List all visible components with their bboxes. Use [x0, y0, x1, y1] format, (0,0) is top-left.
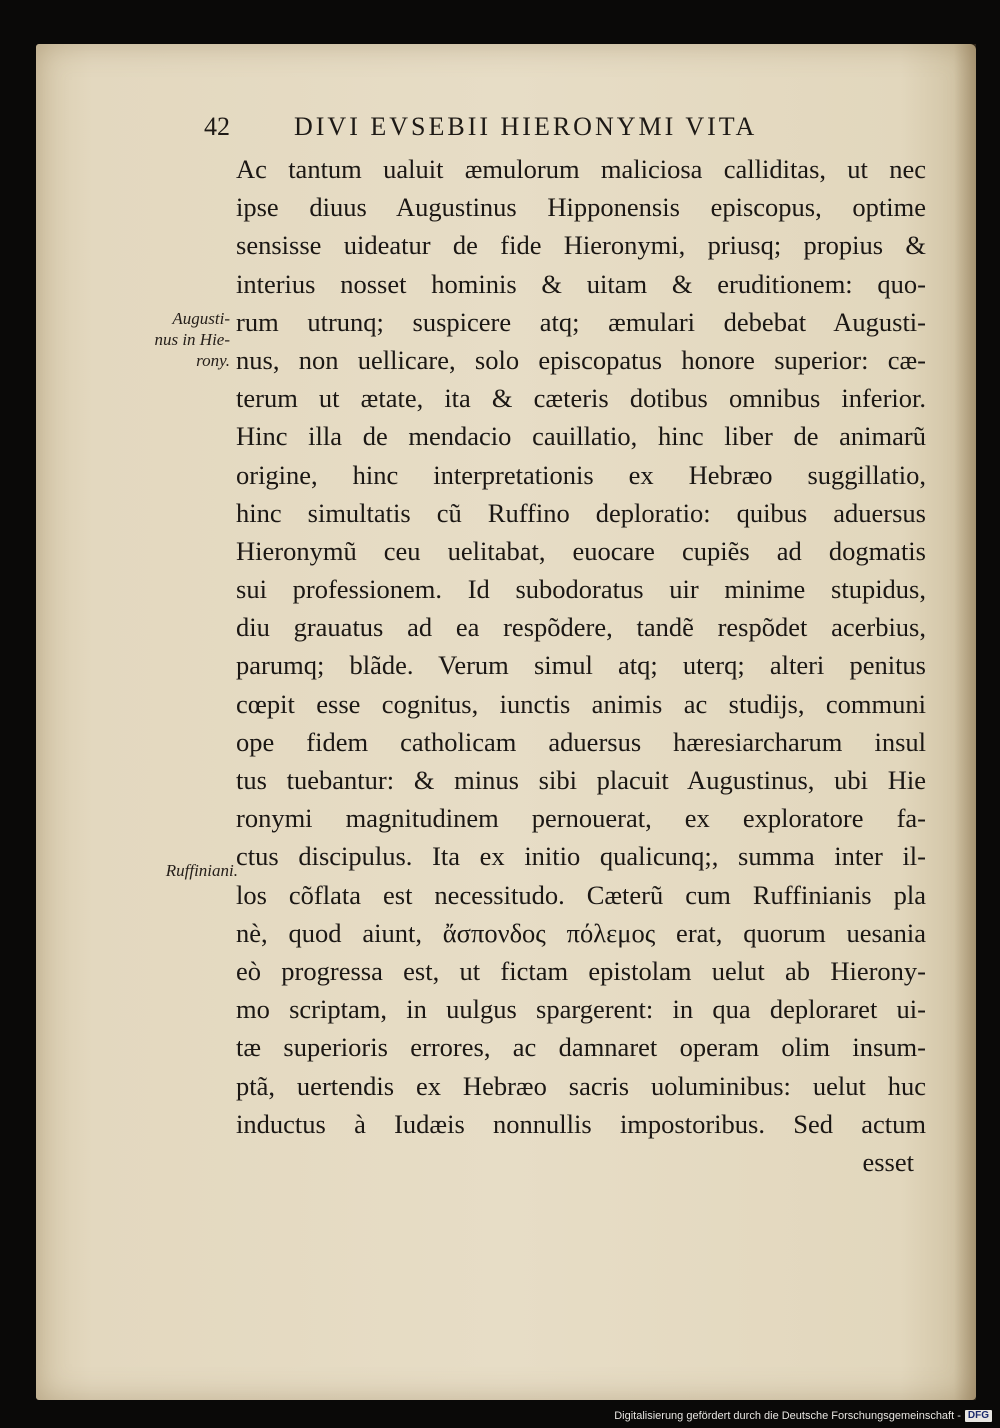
- text-line: cœpit esse cognitus, iunctis animis ac studijs, communi: [236, 688, 926, 719]
- main-text-block: [236, 150, 926, 1181]
- text-line: origine, hinc interpretationis ex Hebræo suggillatio,: [236, 459, 926, 490]
- dfg-logo: DFG: [965, 1410, 992, 1422]
- credit-text: Digitalisierung gefördert durch die Deutsche Forschungsgemeinschaft -: [614, 1410, 961, 1422]
- text-line: hinc simultatis cũ Ruffino deploratio: quibus aduersus: [236, 497, 926, 528]
- text-line: sui professionem. Id subodoratus uir minime stupidus,: [236, 574, 926, 605]
- text-line: nè, quod aiunt, ἄσπονδος πόλεμος erat, quorum uesania: [236, 917, 926, 948]
- marginal-gloss-ruffiniani: Ruffiniani.: [165, 861, 238, 880]
- text-line: los cõflata est necessitudo. Cæterũ cum Ruffinianis pla: [236, 879, 926, 910]
- text-line: rum utrunq; suspicere atq; æmulari debebat Augusti-: [236, 306, 926, 337]
- text-line: ronymi magnitudinem pernouerat, ex exploratore fa-: [236, 803, 926, 834]
- text-line: ctus discipulus. Ita ex initio qualicunq;, summa inter il-: [236, 841, 926, 872]
- text-line: interius nosset hominis & uitam & eruditionem: quo-: [236, 268, 926, 299]
- page-number: 42: [204, 112, 230, 141]
- running-title: DIVI EVSEBII HIERONYMI VITA: [294, 112, 758, 141]
- digitization-credit: [614, 1410, 992, 1422]
- text-line: inductus à Iudæis nonnullis impostoribus. Sed actum: [236, 1108, 926, 1139]
- text-line: nus, non uellicare, solo episcopatus honore superior: cæ-: [236, 344, 926, 375]
- text-line: terum ut ætate, ita & cæteris dotibus omnibus inferior.: [236, 383, 926, 414]
- text-line: Hinc illa de mendacio cauillatio, hinc liber de animarũ: [236, 421, 926, 452]
- catchword: esset: [862, 1146, 914, 1177]
- text-line: Hieronymũ ceu uelitabat, euocare cupiẽs ad dogmatis: [236, 535, 926, 566]
- text-line: diu grauatus ad ea respõdere, tandẽ respõdet acerbius,: [236, 612, 926, 643]
- text-line: tus tuebantur: & minus sibi placuit Augustinus, ubi Hie: [236, 765, 926, 795]
- text-line: sensisse uideatur de fide Hieronymi, priusq; propius &: [236, 230, 926, 261]
- text-line: tæ superioris errores, ac damnaret operam olim insum-: [236, 1032, 926, 1063]
- page-edge-shadow: [954, 44, 976, 1400]
- text-line: mo scriptam, in uulgus spargerent: in qua deploraret ui-: [236, 994, 926, 1025]
- text-line: ptã, uertendis ex Hebræo sacris uoluminibus: uelut huc: [236, 1070, 926, 1101]
- text-line: parumq; blãde. Verum simul atq; uterq; alteri penitus: [236, 650, 926, 681]
- text-line: ipse diuus Augustinus Hipponensis episcopus, optime: [236, 192, 926, 223]
- text-line: eò progressa est, ut fictam epistolam uelut ab Hierony-: [236, 955, 926, 986]
- text-line: ope fidem catholicam aduersus hæresiarcharum insul: [236, 726, 926, 757]
- running-head: [204, 112, 844, 148]
- marginal-gloss-augustinus: Augusti- nus in Hie- rony.: [154, 309, 230, 370]
- text-line: Ac tantum ualuit æmulorum maliciosa calliditas, ut nec: [236, 154, 926, 184]
